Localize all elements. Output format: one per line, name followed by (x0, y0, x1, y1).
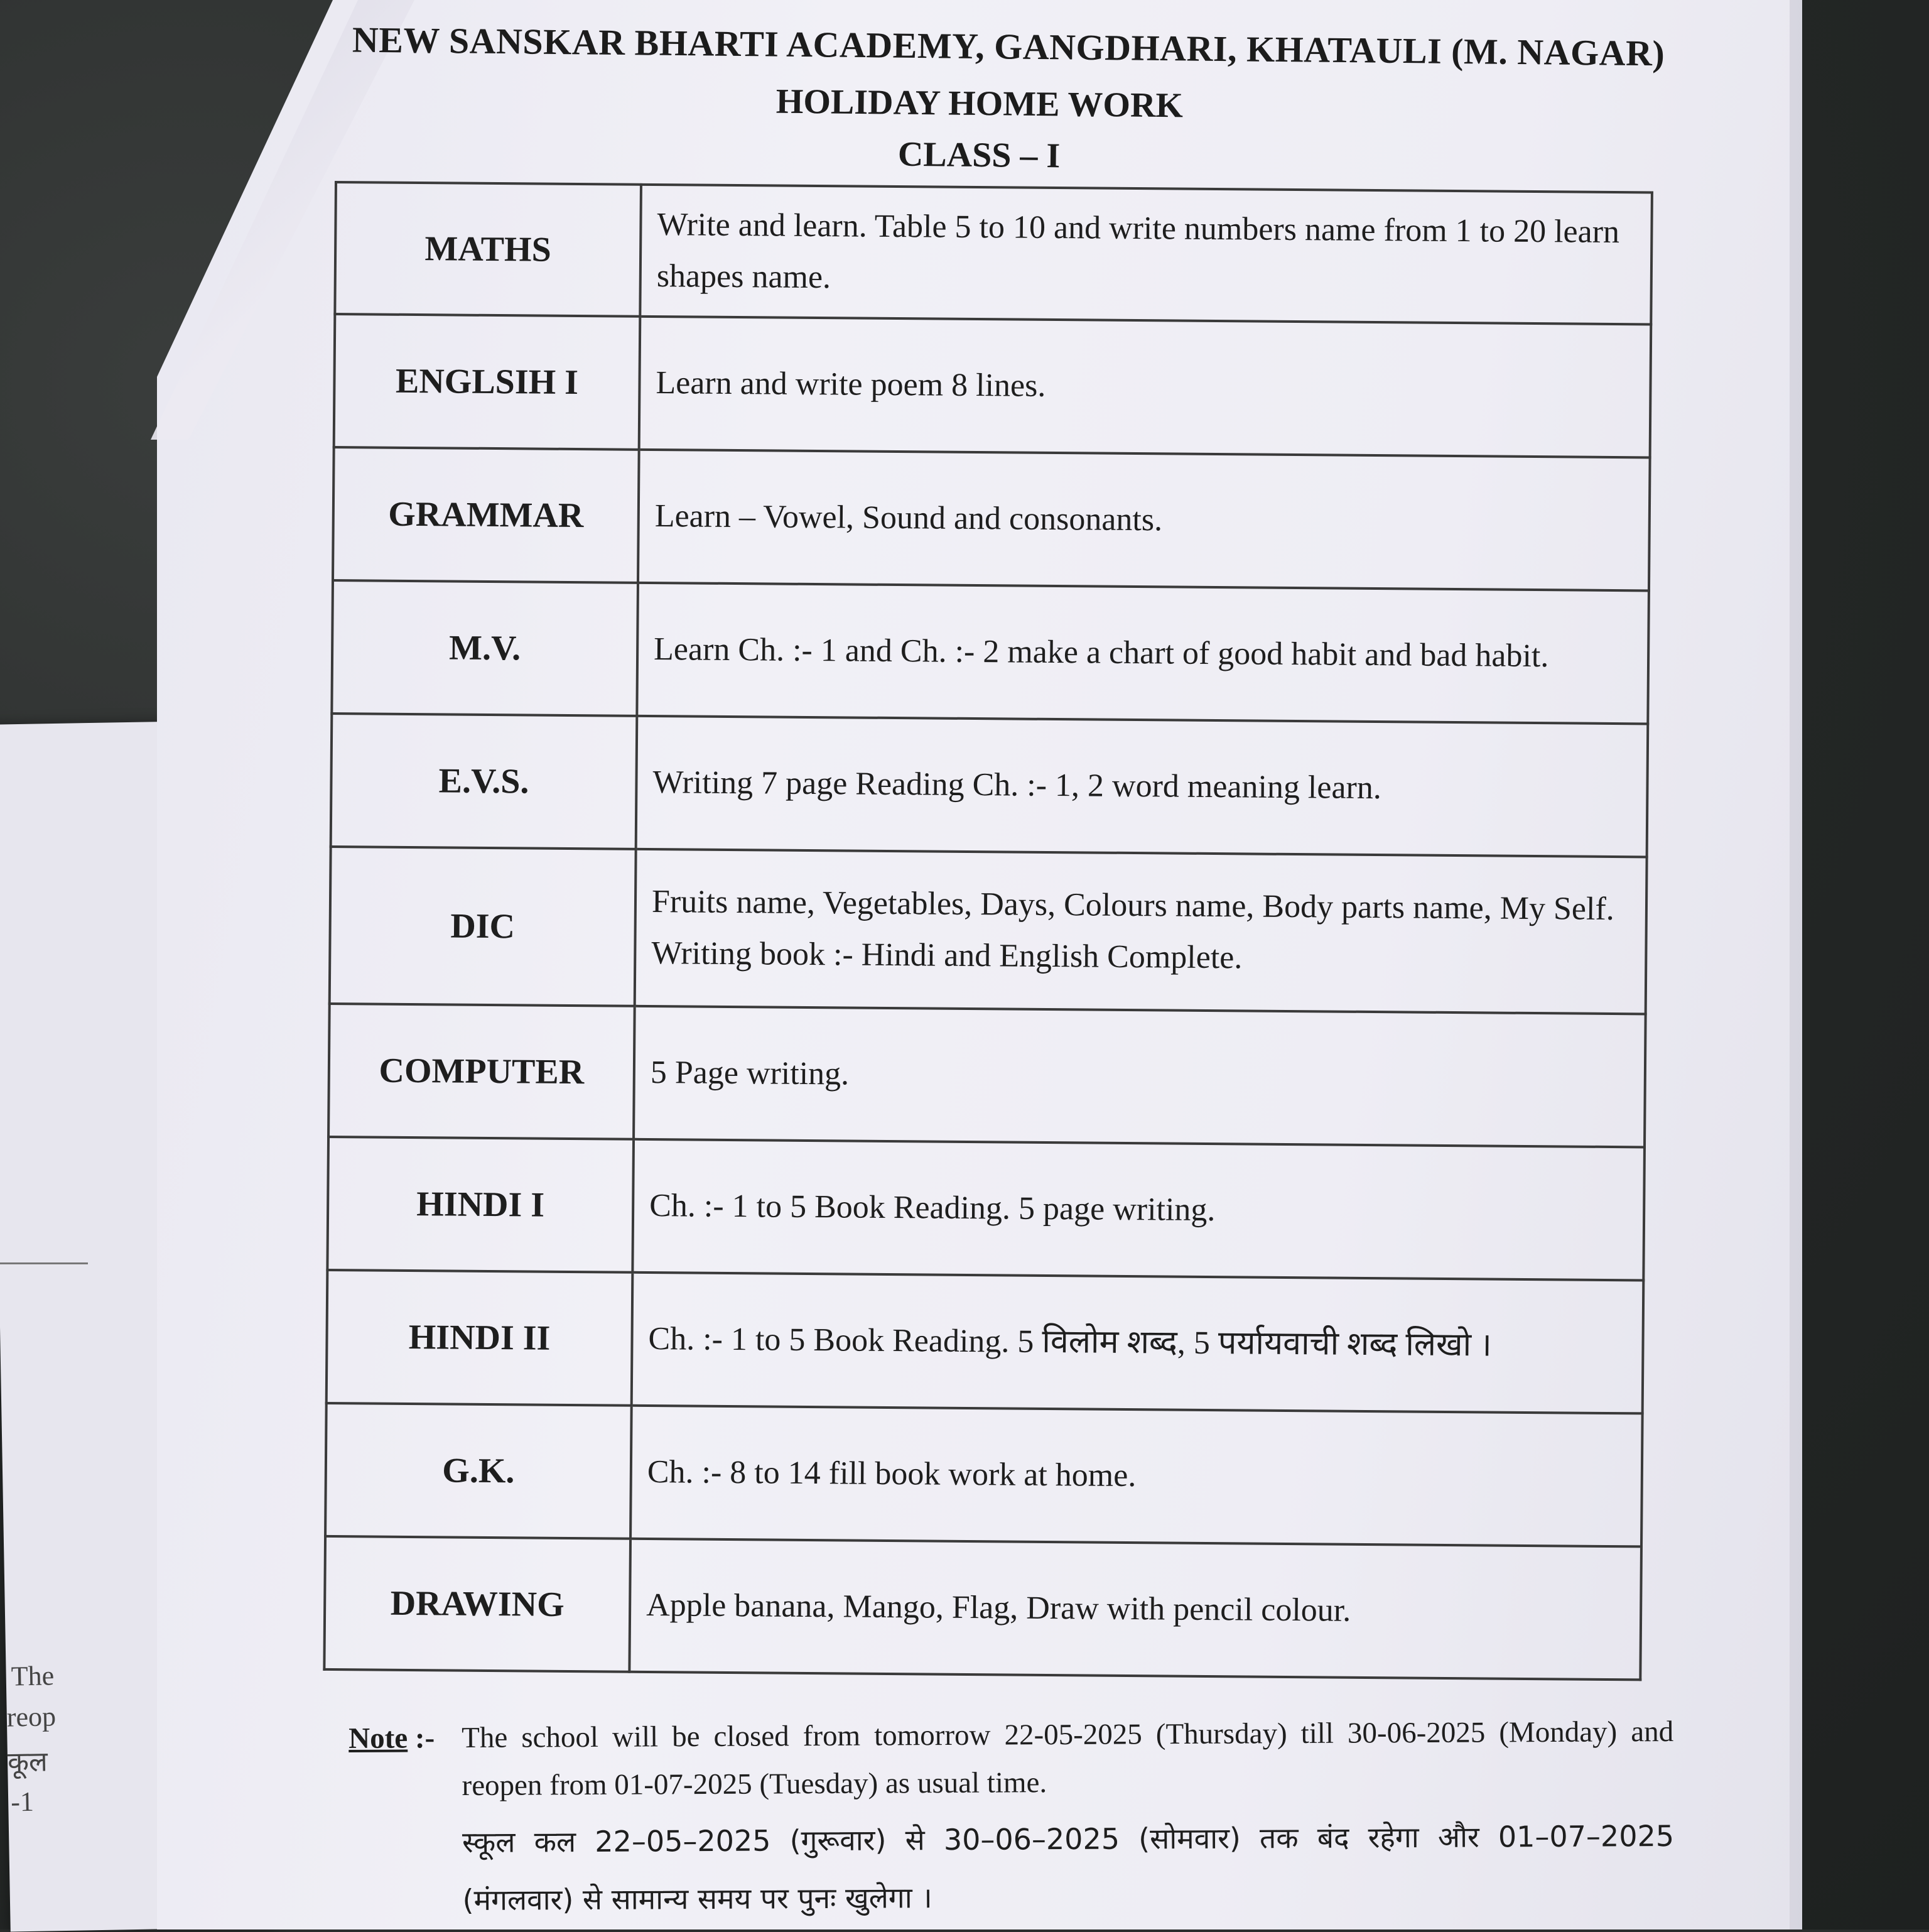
task-cell (640, 185, 1652, 325)
task-text: Ch. :- 1 to 5 Book Reading. 5 page writing. (649, 1187, 1216, 1229)
task-cell (629, 1539, 1641, 1680)
document-title: HOLIDAY HOME WORK (775, 82, 1184, 126)
table-row (332, 580, 1649, 724)
task-text: 5 Page writing. (650, 1054, 850, 1092)
task-cell (635, 849, 1647, 1014)
document-header (351, 19, 1665, 182)
note-section (349, 1708, 1675, 1929)
subject-cell: ENGLSIH I (334, 314, 640, 450)
underlying-text-2: reop (6, 1701, 57, 1733)
subject-cell: M.V. (332, 580, 638, 716)
task-text: Ch. :- 1 to 5 Book Reading. 5 विलोम शब्द, 5 पर्यायवाची शब्द लिखो । (648, 1320, 1493, 1364)
table-row (335, 182, 1652, 324)
table-row (324, 1536, 1641, 1680)
note-label: Note :- (349, 1722, 435, 1755)
table-row (327, 1270, 1644, 1413)
school-name: NEW SANSKAR BHARTI ACADEMY, GANGDHARI, KHATAULI (M. NAGAR) (352, 19, 1665, 74)
task-cell (632, 1273, 1644, 1414)
subject-cell: HINDI I (327, 1137, 634, 1273)
table-row (328, 1004, 1646, 1147)
subject-cell: COMPUTER (328, 1004, 635, 1139)
table-row (331, 714, 1648, 857)
subject-cell: DIC (330, 847, 636, 1006)
homework-table (323, 181, 1653, 1681)
task-cell (630, 1406, 1643, 1547)
subject-cell: HINDI II (327, 1270, 633, 1406)
subject-cell: G.K. (325, 1403, 632, 1539)
note-hindi: स्कूल कल 22–05–2025 (गुरूवार) से 30–06–2025 (सोमवार) तक बंद रहेगा और 01–07–2025 (मंगलवार) से सामान्य समय पर पुनः खुलेगा । (462, 1818, 1675, 1918)
underlying-text-3: कूल (7, 1745, 48, 1779)
task-text: Ch. :- 8 to 14 fill book work at home. (647, 1453, 1137, 1494)
subject-cell: MATHS (335, 182, 641, 317)
task-text: Learn Ch. :- 1 and Ch. :- 2 make a chart of good habit and bad habit. (653, 631, 1549, 675)
task-text: Writing 7 page Reading Ch. :- 1, 2 word meaning learn. (652, 764, 1382, 806)
note-english: The school will be closed from tomorrow 22-05-2025 (Thursday) till 30-06-2025 (Monday) and reopen from 01-07-2025 (Tuesday) as usual time. (462, 1715, 1674, 1803)
task-cell (639, 317, 1651, 458)
class-label: CLASS – I (897, 134, 1061, 176)
task-text: Learn – Vowel, Sound and consonants. (654, 498, 1163, 538)
task-cell (636, 716, 1648, 857)
table-row (333, 447, 1650, 590)
task-cell (634, 1006, 1646, 1148)
underlying-text-4: -1 (10, 1786, 35, 1818)
task-text: Learn and write poem 8 lines. (656, 365, 1046, 404)
table-row (325, 1403, 1643, 1546)
table-row (327, 1137, 1645, 1280)
table-row (330, 847, 1647, 1014)
subject-cell: E.V.S. (331, 714, 637, 849)
task-text: Fruits name, Vegetables, Days, Colours name, Body parts name, My Self. (651, 884, 1614, 928)
task-text: Apple banana, Mango, Flag, Draw with pencil colour. (646, 1587, 1351, 1629)
underlying-text-1: The (11, 1660, 55, 1692)
task-cell (638, 450, 1650, 591)
subject-cell: DRAWING (324, 1536, 630, 1672)
task-text: Write and learn. Table 5 to 10 and write numbers name from 1 to 20 learn shapes name. (656, 207, 1620, 296)
table-row (334, 314, 1651, 457)
task-text-secondary: Writing book :- Hindi and English Complete. (651, 935, 1243, 976)
task-cell (637, 583, 1649, 724)
underlying-rule (0, 1262, 88, 1264)
task-cell (632, 1139, 1645, 1281)
subject-cell: GRAMMAR (333, 447, 639, 583)
